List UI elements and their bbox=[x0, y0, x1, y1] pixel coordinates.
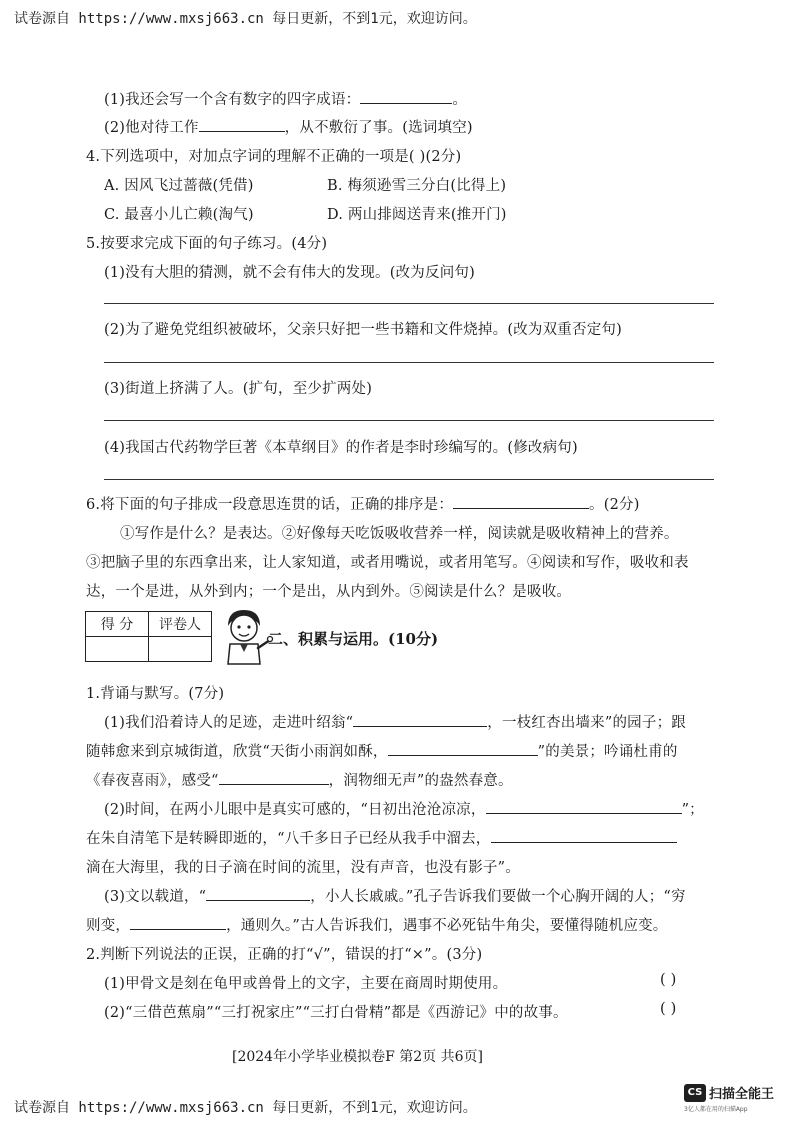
q5-sub-2: (2)为了避免党组织被破坏，父亲只好把一些书籍和文件烧掉。(改为双重否定句) bbox=[104, 322, 622, 338]
q3-line-2-end: ，从不敷衍了事。(选词填空) bbox=[284, 120, 473, 136]
s2q1-line-6: 滴在大海里，我的日子滴在时间的流里，没有声音，也没有影子”。 bbox=[86, 860, 520, 876]
q6-passage-line-1: ①写作是什么？是表达。②好像每天吃饭吸收营养一样，阅读就是吸收精神上的营养。 bbox=[120, 526, 679, 542]
scanner-logo-name: 扫描全能王 bbox=[709, 1087, 775, 1102]
poem-blank-1[interactable] bbox=[353, 712, 487, 727]
q5-answer-line-3[interactable] bbox=[104, 420, 714, 421]
q6-blank[interactable] bbox=[453, 494, 589, 509]
poem-blank-3[interactable] bbox=[219, 770, 329, 785]
q3-line-1 bbox=[104, 88, 467, 109]
q4-option-d: D. 两山排闼送青来(推开门) bbox=[327, 207, 507, 223]
q4-option-c: C. 最喜小儿亡赖(淘气) bbox=[104, 207, 254, 223]
s2q1-line-8-b: ，通则久。”古人告诉我们，遇事不必死钻牛角尖，要懂得随机应变。 bbox=[226, 918, 668, 934]
q6-stem-end: 。(2分) bbox=[589, 497, 640, 513]
scanner-logo-badge: CS bbox=[684, 1084, 706, 1102]
q3-blank-2[interactable] bbox=[199, 117, 285, 132]
q6-stem-text: 6.将下面的句子排成一段意思连贯的话，正确的排序是： bbox=[86, 497, 454, 513]
q3-line-1-end: 。 bbox=[452, 92, 468, 108]
s2q1-line-5 bbox=[86, 827, 677, 848]
s2q1-line-1-b: ，一枝红杏出墙来”的园子；跟 bbox=[487, 715, 686, 731]
s2q1-line-3 bbox=[86, 769, 513, 790]
s2q1-line-7 bbox=[104, 885, 686, 906]
q3-line-2-text: (2)他对待工作 bbox=[104, 120, 199, 136]
s2q1-line-4-a: (2)时间，在两小儿眼中是真实可感的，“日初出沧沧凉凉， bbox=[104, 802, 486, 818]
page-footer: [2024年小学毕业模拟卷F 第2页 共6页] bbox=[232, 1049, 483, 1065]
footer-watermark: 试卷源自 https://www.mxsj663.cn 每日更新，不到1元，欢迎访问。 bbox=[14, 1100, 477, 1116]
score-cell[interactable] bbox=[86, 637, 149, 662]
s2q2-answer-1[interactable]: ( ) bbox=[660, 972, 677, 988]
s2q1-line-8-a: 则变， bbox=[86, 918, 131, 934]
s2q1-line-2 bbox=[86, 740, 678, 761]
s2q1-line-8 bbox=[86, 914, 667, 935]
q3-blank-1[interactable] bbox=[360, 89, 452, 104]
s2q1-line-1 bbox=[104, 711, 686, 732]
poem-blank-5[interactable] bbox=[491, 828, 677, 843]
q5-answer-line-1[interactable] bbox=[104, 303, 714, 304]
q4-option-b: B. 梅须逊雪三分白(比得上) bbox=[327, 178, 507, 194]
s2q1-stem: 1.背诵与默写。(7分) bbox=[86, 686, 225, 702]
poem-blank-7[interactable] bbox=[130, 915, 226, 930]
q4-option-a: A. 因风飞过蔷薇(凭借) bbox=[104, 178, 254, 194]
s2q1-line-1-a: (1)我们沿着诗人的足迹，走进叶绍翁“ bbox=[104, 715, 354, 731]
s2q1-line-3-a: 《春夜喜雨》，感受“ bbox=[86, 773, 219, 789]
score-label: 得 分 bbox=[86, 612, 149, 637]
s2q2-item-1: (1)甲骨文是刻在龟甲或兽骨上的文字，主要在商周时期使用。 bbox=[104, 976, 508, 992]
s2q1-line-4-b: ”； bbox=[681, 802, 704, 818]
q5-sub-1: (1)没有大胆的猜测，就不会有伟大的发现。(改为反问句) bbox=[104, 265, 475, 281]
poem-blank-4[interactable] bbox=[486, 799, 682, 814]
s2q1-line-7-a: (3)文以载道，“ bbox=[104, 889, 207, 905]
s2q2-answer-2[interactable]: ( ) bbox=[660, 1001, 677, 1017]
q5-answer-line-4[interactable] bbox=[104, 479, 714, 480]
scanner-logo bbox=[684, 1082, 774, 1113]
poem-blank-2[interactable] bbox=[388, 741, 538, 756]
poem-blank-6[interactable] bbox=[206, 886, 310, 901]
s2q1-line-3-b: ，润物细无声”的盎然春意。 bbox=[328, 773, 513, 789]
s2q1-line-4 bbox=[104, 798, 704, 819]
scanner-logo-subtitle: 3亿人都在用的扫描App bbox=[684, 1106, 748, 1113]
header-watermark: 试卷源自 https://www.mxsj663.cn 每日更新，不到1元，欢迎访问。 bbox=[14, 11, 477, 27]
q4-stem: 4.下列选项中，对加点字词的理解不正确的一项是( )(2分) bbox=[86, 149, 462, 165]
q5-stem: 5.按要求完成下面的句子练习。(4分) bbox=[86, 236, 328, 252]
s2q1-line-7-b: ，小人长戚戚。”孔子告诉我们要做一个心胸开阔的人；“穷 bbox=[310, 889, 686, 905]
q3-line-2 bbox=[104, 116, 473, 137]
s2q1-line-2-b: ”的美景；吟诵杜甫的 bbox=[537, 744, 678, 760]
q6-stem bbox=[86, 493, 640, 514]
q5-sub-4: (4)我国古代药物学巨著《本草纲目》的作者是李时珍编写的。(修改病句) bbox=[104, 440, 578, 456]
section-2-title: 二、积累与运用。(10分) bbox=[268, 630, 439, 648]
q3-line-1-text: (1)我还会写一个含有数字的四字成语： bbox=[104, 92, 361, 108]
s2q1-line-5-a: 在朱自清笔下是转瞬即逝的，“八千多日子已经从我手中溜去， bbox=[86, 831, 491, 847]
s2q2-item-2: (2)“三借芭蕉扇”“三打祝家庄”“三打白骨精”都是《西游记》中的故事。 bbox=[104, 1005, 568, 1021]
score-box bbox=[85, 611, 212, 662]
q6-passage-line-2: ③把脑子里的东西拿出来，让人家知道，或者用嘴说，或者用笔写。④阅读和写作，吸收和表 bbox=[86, 555, 689, 571]
q6-passage-line-3: 达，一个是进，从外到内；一个是出，从内到外。⑤阅读是什么？是吸收。 bbox=[86, 584, 572, 600]
grader-cell[interactable] bbox=[149, 637, 212, 662]
student-mascot-icon bbox=[218, 606, 274, 668]
s2q2-stem: 2.判断下列说法的正误，正确的打“√”，错误的打“×”。(3分) bbox=[86, 947, 483, 963]
grader-label: 评卷人 bbox=[149, 612, 212, 637]
q5-sub-3: (3)街道上挤满了人。(扩句，至少扩两处) bbox=[104, 381, 373, 397]
q5-answer-line-2[interactable] bbox=[104, 362, 714, 363]
s2q1-line-2-a: 随韩愈来到京城街道，欣赏“天街小雨润如酥， bbox=[86, 744, 388, 760]
